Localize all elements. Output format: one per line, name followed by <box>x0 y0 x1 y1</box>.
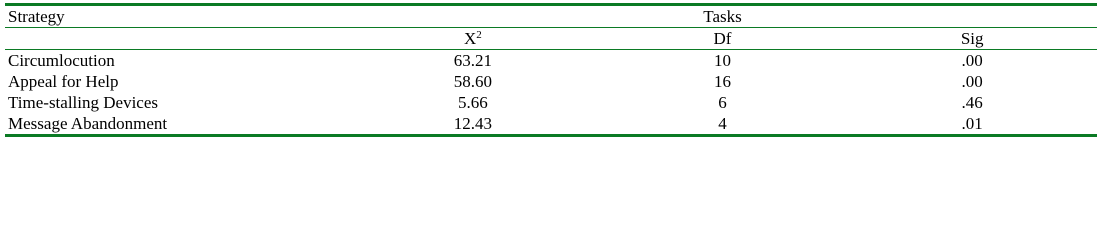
x2-header <box>348 28 598 50</box>
df-cell: 10 <box>713 51 731 70</box>
table-row <box>5 50 1097 72</box>
header-row-1 <box>5 5 1097 28</box>
sig-cell: .00 <box>961 72 983 91</box>
strategy-header: Strategy <box>8 7 65 26</box>
x2-cell: 5.66 <box>457 93 488 112</box>
df-cell: 4 <box>718 114 727 133</box>
x2-cell: 58.60 <box>453 72 492 91</box>
x2-cell: 12.43 <box>453 114 492 133</box>
table-row <box>5 71 1097 92</box>
x2-header-base: X <box>463 29 477 48</box>
table-row <box>5 113 1097 136</box>
tasks-header-label: Tasks <box>703 7 742 26</box>
strategy-cell: Circumlocution <box>8 51 115 70</box>
x2-cell: 63.21 <box>453 51 492 70</box>
sig-cell: .01 <box>961 114 983 133</box>
strategy-cell: Appeal for Help <box>8 72 119 91</box>
df-header: Df <box>713 29 732 48</box>
x2-header-sup: 2 <box>476 29 482 41</box>
header-row-2 <box>5 28 1097 50</box>
tasks-header <box>348 5 1097 28</box>
strategy-cell: Message Abandonment <box>8 114 168 133</box>
sig-cell: .00 <box>961 51 983 70</box>
df-cell: 16 <box>713 72 731 91</box>
header-spacer <box>5 28 348 50</box>
strategy-cell: Time-stalling Devices <box>8 93 158 112</box>
statistics-table <box>5 3 1097 137</box>
chi-square-table <box>5 3 1097 137</box>
sig-cell: .46 <box>961 93 983 112</box>
sig-header: Sig <box>960 29 984 48</box>
df-cell: 6 <box>718 93 727 112</box>
table-row <box>5 92 1097 113</box>
